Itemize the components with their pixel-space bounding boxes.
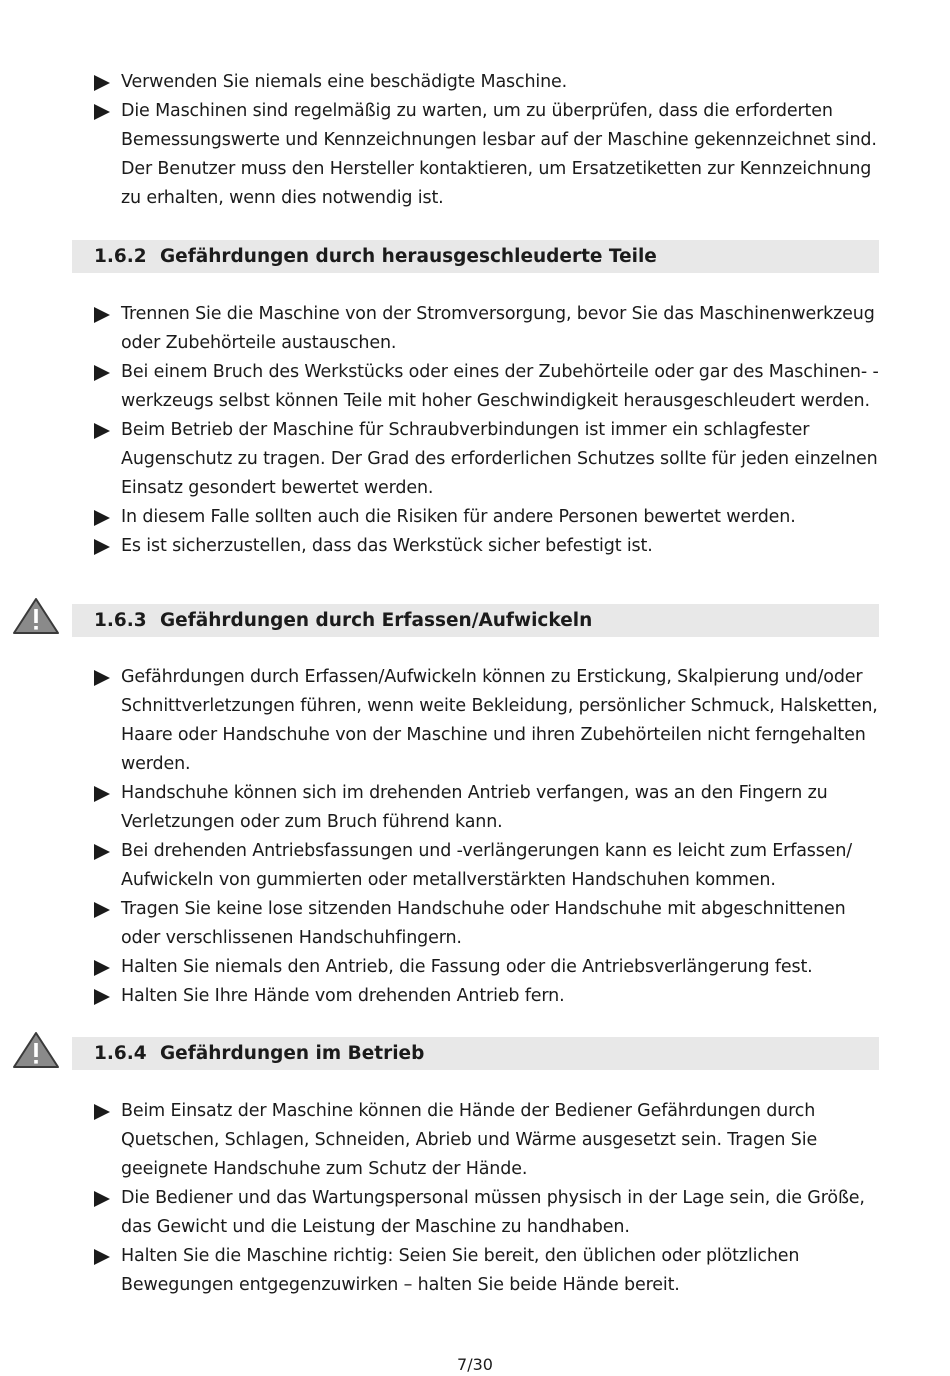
list-item: Handschuhe können sich im drehenden Antrieb verfangen, was an den Fingern zu Verletzungen oder zum Bruch führend kann.	[94, 779, 884, 837]
list-item: Trennen Sie die Maschine von der Stromversorgung, bevor Sie das Maschinenwerkzeug oder Zubehörteile austauschen.	[94, 300, 884, 358]
bullet-arrow-icon	[94, 989, 110, 1005]
page-number: 7/30	[457, 1355, 493, 1374]
list-item: Die Bediener und das Wartungspersonal müssen physisch in der Lage sein, die Größe, das Gewicht und die Leistung der Maschine zu handhaben.	[94, 1184, 884, 1242]
list-item: Halten Sie Ihre Hände vom drehenden Antrieb fern.	[94, 982, 884, 1011]
warning-triangle-icon	[12, 1031, 60, 1069]
section-heading-1-6-3	[72, 604, 879, 637]
bullet-arrow-icon	[94, 423, 110, 439]
section-list-1-6-4	[94, 1097, 884, 1300]
bullet-arrow-icon	[94, 786, 110, 802]
list-item: Die Maschinen sind regelmäßig zu warten, um zu überprüfen, dass die erforderten Bemessungswerte und Kennzeichnungen lesbar auf der Maschine gekennzeichnet sind. Der Benutzer muss den Hersteller kontaktieren, um Ersatzetiketten zur Kennzeichnung zu erhalten, wenn dies notwendig ist.	[94, 97, 884, 213]
section-title: Gefährdungen im Betrieb	[160, 1043, 425, 1064]
section-list-1-6-2	[94, 300, 884, 561]
section-title: Gefährdungen durch herausgeschleuderte Teile	[160, 246, 657, 267]
list-item: Beim Einsatz der Maschine können die Hände der Bediener Gefährdungen durch Quetschen, Schlagen, Schneiden, Abrieb und Wärme ausgesetzt sein. Tragen Sie geeignete Handschuhe zum Schutz der Hände.	[94, 1097, 884, 1184]
section-heading-1-6-2	[72, 240, 879, 273]
list-item: Bei drehenden Antriebsfassungen und -verlängerungen kann es leicht zum Erfassen/ Aufwickeln von gummierten oder metallverstärkten Handschuhen kommen.	[94, 837, 884, 895]
section-heading-1-6-4	[72, 1037, 879, 1070]
section-number: 1.6.2	[94, 246, 147, 267]
list-item: Es ist sicherzustellen, dass das Werkstück sicher befestigt ist.	[94, 532, 884, 561]
bullet-arrow-icon	[94, 1104, 110, 1120]
section-number: 1.6.4	[94, 1043, 147, 1064]
list-item: Beim Betrieb der Maschine für Schraubverbindungen ist immer ein schlagfester Augenschutz zu tragen. Der Grad des erforderlichen Schutzes sollte für jeden einzelnen Einsatz gesondert bewertet werden.	[94, 416, 884, 503]
list-item: Bei einem Bruch des Werkstücks oder eines der Zubehörteile oder gar des Maschinen- -werkzeugs selbst können Teile mit hoher Geschwindigkeit herausgeschleudert werden.	[94, 358, 884, 416]
bullet-arrow-icon	[94, 902, 110, 918]
bullet-arrow-icon	[94, 1191, 110, 1207]
list-item: In diesem Falle sollten auch die Risiken für andere Personen bewertet werden.	[94, 503, 884, 532]
warning-triangle-icon	[12, 597, 60, 635]
bullet-arrow-icon	[94, 539, 110, 555]
bullet-arrow-icon	[94, 670, 110, 686]
bullet-arrow-icon	[94, 844, 110, 860]
bullet-arrow-icon	[94, 307, 110, 323]
bullet-arrow-icon	[94, 510, 110, 526]
section-number: 1.6.3	[94, 610, 147, 631]
bullet-arrow-icon	[94, 1249, 110, 1265]
bullet-arrow-icon	[94, 75, 110, 91]
intro-list	[94, 68, 884, 213]
bullet-arrow-icon	[94, 104, 110, 120]
list-item: Verwenden Sie niemals eine beschädigte Maschine.	[94, 68, 884, 97]
bullet-arrow-icon	[94, 960, 110, 976]
list-item: Gefährdungen durch Erfassen/Aufwickeln können zu Erstickung, Skalpierung und/oder Schnittverletzungen führen, wenn weite Bekleidung, persönlicher Schmuck, Halsketten, Haare oder Handschuhe von der Maschine und ihren Zubehörteilen nicht ferngehalten werden.	[94, 663, 884, 779]
section-title: Gefährdungen durch Erfassen/Aufwickeln	[160, 610, 593, 631]
list-item: Tragen Sie keine lose sitzenden Handschuhe oder Handschuhe mit abgeschnittenen oder verschlissenen Handschuhfingern.	[94, 895, 884, 953]
section-list-1-6-3	[94, 663, 884, 1011]
list-item: Halten Sie die Maschine richtig: Seien Sie bereit, den üblichen oder plötzlichen Bewegungen entgegenzuwirken – halten Sie beide Hände bereit.	[94, 1242, 884, 1300]
bullet-arrow-icon	[94, 365, 110, 381]
list-item: Halten Sie niemals den Antrieb, die Fassung oder die Antriebsverlängerung fest.	[94, 953, 884, 982]
